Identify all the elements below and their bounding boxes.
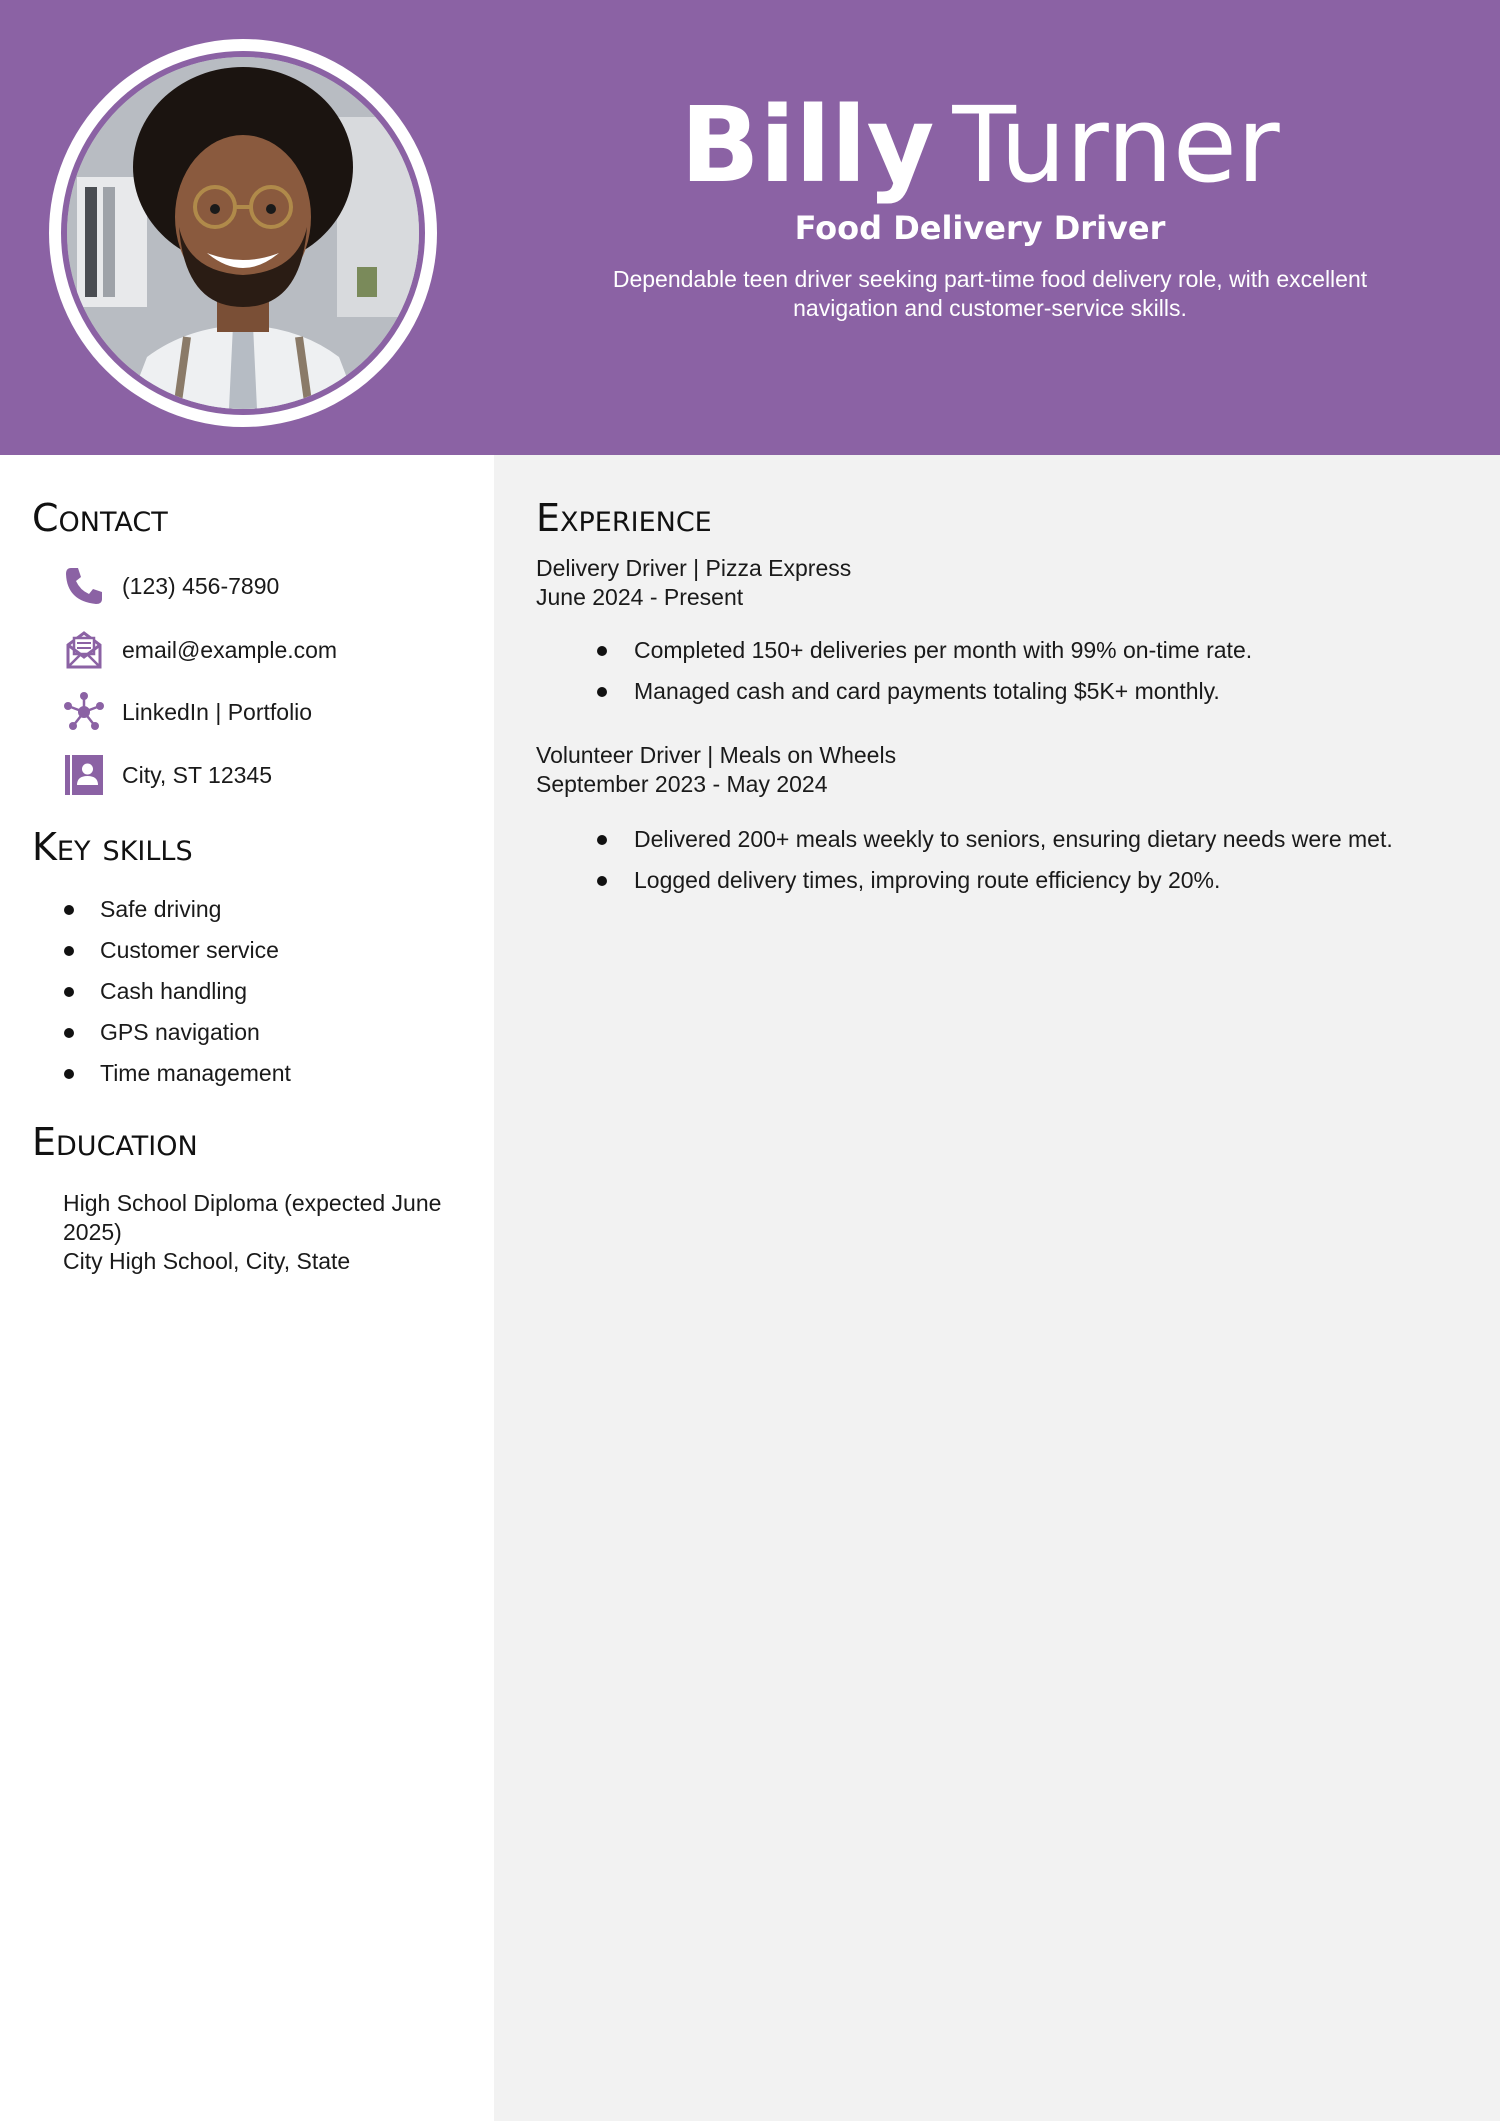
contact-heading: Contact — [32, 496, 168, 540]
envelope-icon — [62, 628, 106, 672]
school-name: City High School, City, State — [63, 1248, 351, 1274]
job-role: Delivery Driver | Pizza Express — [536, 555, 852, 581]
education-heading: Education — [32, 1120, 198, 1164]
list-item: GPS navigation — [62, 1012, 291, 1053]
list-item: Time management — [62, 1053, 291, 1094]
job-title: Food Delivery Driver — [794, 209, 1166, 247]
profile-photo — [67, 57, 419, 409]
location: City, ST 12345 — [122, 761, 273, 788]
job-role: Volunteer Driver | Meals on Wheels — [536, 742, 897, 768]
job-dates: September 2023 - May 2024 — [536, 771, 828, 797]
profile-summary: Dependable teen driver seeking part-time food delivery role, with excellent navigation and customer-service skills. — [612, 266, 1368, 321]
experience-heading: Experience — [536, 496, 712, 540]
email-address[interactable]: email@example.com — [122, 636, 338, 663]
list-item: Customer service — [62, 930, 291, 971]
first-name: Billy — [680, 84, 935, 206]
portrait-illustration — [67, 57, 419, 409]
candidate-name — [580, 80, 1380, 210]
network-icon — [62, 690, 106, 734]
skills-list — [62, 889, 291, 1094]
phone-number: (123) 456-7890 — [122, 572, 280, 599]
list-item: Delivered 200+ meals weekly to seniors, ensuring dietary needs were met. — [596, 819, 1393, 860]
job-2-achievements — [596, 819, 1393, 901]
contact-links — [62, 689, 312, 735]
skills-heading: Key skills — [32, 825, 193, 869]
header-banner — [0, 0, 1500, 455]
last-name: Turner — [952, 84, 1280, 206]
degree-line: High School Diploma (expected June — [63, 1190, 442, 1216]
phone-icon — [62, 564, 106, 608]
contact-location — [62, 752, 272, 798]
job-dates: June 2024 - Present — [536, 584, 744, 610]
contact-card-icon — [62, 753, 106, 797]
job-entry-2 — [536, 741, 1436, 799]
list-item: Safe driving — [62, 889, 291, 930]
list-item: Completed 150+ deliveries per month with 99% on-time rate. — [596, 630, 1252, 671]
contact-phone — [62, 563, 279, 609]
job-1-achievements — [596, 630, 1252, 712]
profile-links[interactable]: LinkedIn | Portfolio — [122, 698, 313, 725]
profile-photo-frame — [49, 39, 437, 427]
contact-email — [62, 627, 337, 673]
degree-line: 2025) — [63, 1219, 122, 1245]
job-entry-1 — [536, 554, 1436, 612]
list-item: Logged delivery times, improving route efficiency by 20%. — [596, 860, 1393, 901]
list-item: Managed cash and card payments totaling $5K+ monthly. — [596, 671, 1252, 712]
list-item: Cash handling — [62, 971, 291, 1012]
education-entry — [63, 1189, 483, 1276]
